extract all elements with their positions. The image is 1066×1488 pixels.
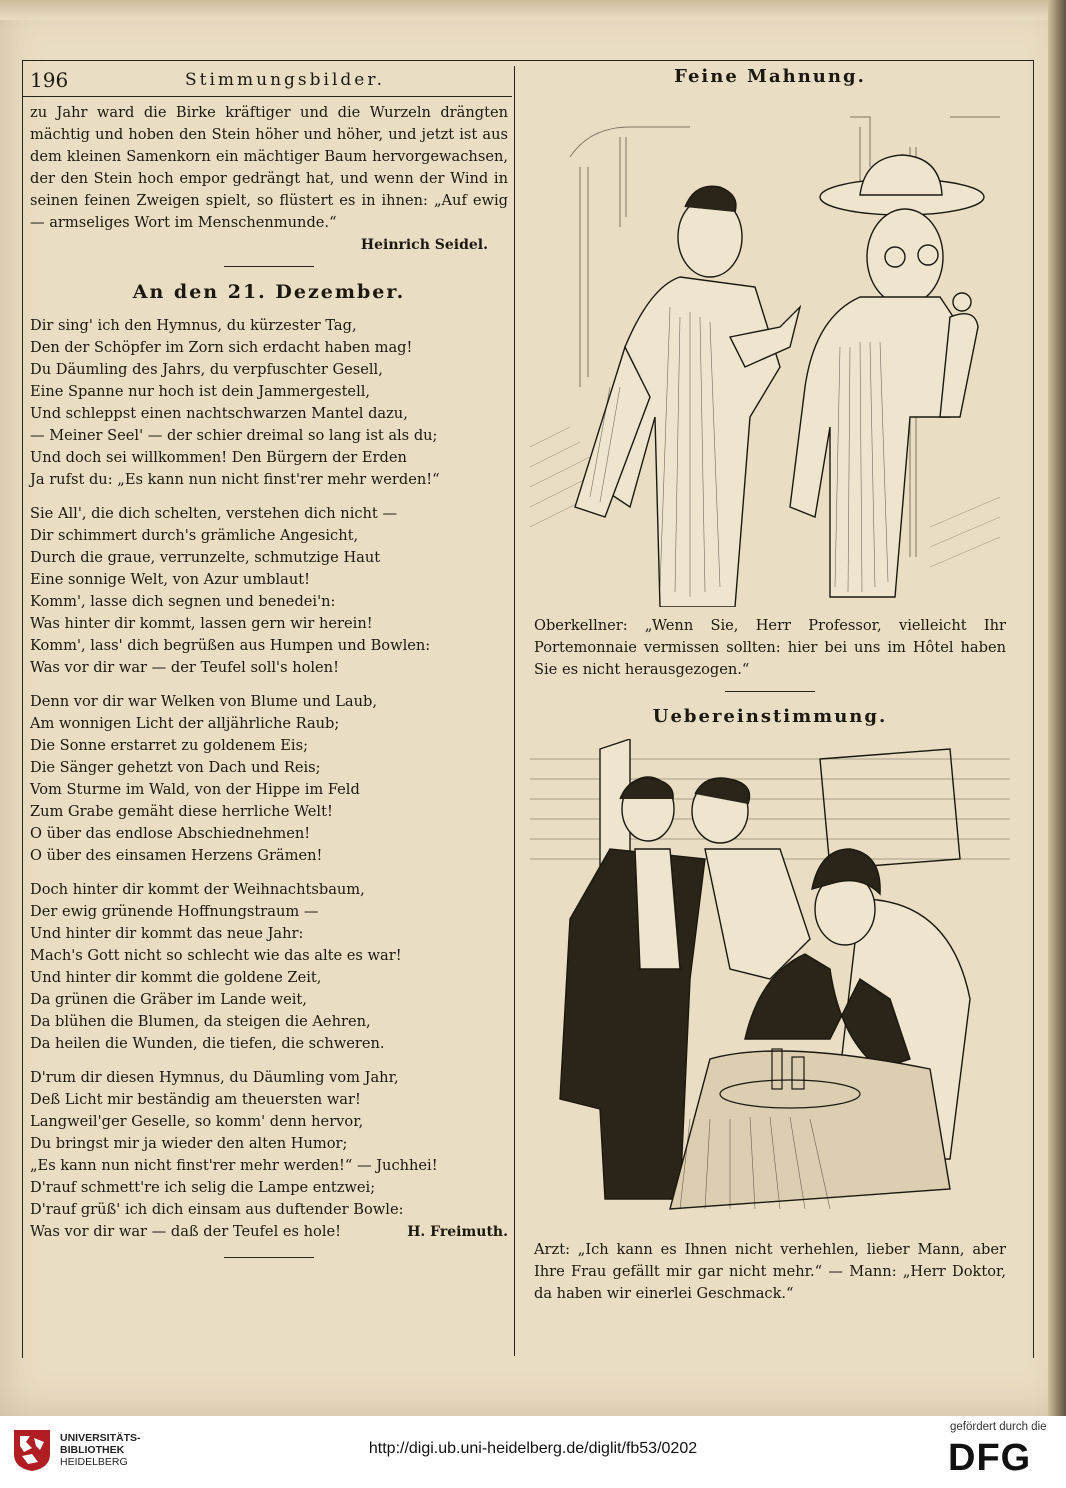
book-binding-edge bbox=[1048, 0, 1066, 1416]
poem-line: Langweil'ger Geselle, so komm' denn hervor, bbox=[30, 1113, 364, 1130]
poem-line: Was vor dir war — daß der Teufel es hole! bbox=[30, 1223, 341, 1240]
frame-top-rule bbox=[22, 60, 1034, 61]
poem-line: Und schleppst einen nachtschwarzen Mantel dazu, bbox=[30, 405, 408, 422]
poem-line: Zum Grabe gemäht diese herrliche Welt! bbox=[30, 803, 333, 820]
section-separator bbox=[224, 266, 314, 267]
poem-line: „Es kann nun nicht finst'rer mehr werden!“ — Juchhei! bbox=[30, 1157, 438, 1174]
poem-line: D'rauf grüß' ich dich einsam aus duftender Bowle: bbox=[30, 1201, 404, 1218]
poem-line: Sie All', die dich schelten, verstehen dich nicht — bbox=[30, 505, 398, 522]
poem-stanza bbox=[30, 315, 508, 491]
left-column bbox=[30, 102, 508, 1258]
institution-line1: UNIVERSITÄTS- bbox=[60, 1432, 141, 1444]
poem-line: Du Däumling des Jahrs, du verpfuschter Gesell, bbox=[30, 361, 383, 378]
poem-stanza bbox=[30, 1067, 508, 1243]
poem-line: O über des einsamen Herzens Grämen! bbox=[30, 847, 323, 864]
poem-signature: H. Freimuth. bbox=[407, 1224, 508, 1240]
cartoon2-caption: Arzt: „Ich kann es Ihnen nicht verhehlen, lieber Mann, aber Ihre Frau gefällt mir gar nicht mehr.“ — Mann: „Herr Doktor, da haben wir einerlei Geschmack.“ bbox=[534, 1241, 1006, 1302]
header-rule bbox=[22, 96, 512, 97]
cartoon1-caption: Oberkellner: „Wenn Sie, Herr Professor, vielleicht Ihr Portemonnaie vermissen sollten: hier bei uns im Hôtel haben Sie es nicht herausgezogen.“ bbox=[534, 617, 1006, 678]
poem-line: Da blühen die Blumen, da steigen die Aehren, bbox=[30, 1013, 371, 1030]
poem-line: Da heilen die Wunden, die tiefen, die schweren. bbox=[30, 1035, 385, 1052]
poem-line: Eine sonnige Welt, von Azur umblaut! bbox=[30, 571, 310, 588]
poem-line: Dir sing' ich den Hymnus, du kürzester Tag, bbox=[30, 317, 357, 334]
running-title: Stimmungsbilder. bbox=[184, 70, 386, 90]
frame-right-rule bbox=[1033, 60, 1034, 1358]
poem-body bbox=[30, 315, 508, 1243]
poem-line: Und hinter dir kommt die goldene Zeit, bbox=[30, 969, 322, 986]
poem-line: — Meiner Seel' — der schier dreimal so lang ist als du; bbox=[30, 427, 438, 444]
poem-line: O über das endlose Abschiednehmen! bbox=[30, 825, 311, 842]
poem-line: Deß Licht mir beständig am theuersten war! bbox=[30, 1091, 361, 1108]
poem-line: Da grünen die Gräber im Lande weit, bbox=[30, 991, 307, 1008]
poem-line: Eine Spanne nur hoch ist dein Jammergestell, bbox=[30, 383, 371, 400]
poem-line: Und doch sei willkommen! Den Bürgern der Erden bbox=[30, 449, 407, 466]
poem-line: Was vor dir war — der Teufel soll's holen! bbox=[30, 659, 339, 676]
poem-line: Der ewig grünende Hoffnungstraum — bbox=[30, 903, 319, 920]
poem-line: Die Sonne erstarret zu goldenem Eis; bbox=[30, 737, 309, 754]
poem-line: Denn vor dir war Welken von Blume und Laub, bbox=[30, 693, 378, 710]
right-separator bbox=[725, 691, 815, 692]
column-divider bbox=[514, 66, 515, 1356]
poem-line: Doch hinter dir kommt der Weihnachtsbaum, bbox=[30, 881, 365, 898]
poem-final-line bbox=[30, 1221, 508, 1243]
poem-line: Komm', lass' dich begrüßen aus Humpen und Bowlen: bbox=[30, 637, 431, 654]
institution-line2: BIBLIOTHEK bbox=[60, 1444, 125, 1456]
poem-line: Am wonnigen Licht der alljährliche Raub; bbox=[30, 715, 340, 732]
poem-line: D'rauf schmett're ich selig die Lampe entzwei; bbox=[30, 1179, 376, 1196]
poem-line: Du bringst mir ja wieder den alten Humor; bbox=[30, 1135, 348, 1152]
poem-stanza bbox=[30, 691, 508, 867]
poem-line: Dir schimmert durch's grämliche Angesicht, bbox=[30, 527, 359, 544]
cartoon2-title: Uebereinstimmung. bbox=[652, 706, 888, 727]
poem-line: Was hinter dir kommt, lassen gern wir herein! bbox=[30, 615, 373, 632]
cartoon1-illustration bbox=[530, 87, 1010, 607]
intro-signature: Heinrich Seidel. bbox=[360, 237, 488, 253]
right-column bbox=[530, 66, 1010, 1305]
poem-line: Mach's Gott nicht so schlecht wie das alte es war! bbox=[30, 947, 402, 964]
poem-stanza bbox=[30, 879, 508, 1055]
poem-line: Vom Sturme im Wald, von der Hippe im Feld bbox=[30, 781, 360, 798]
poem-line: Komm', lasse dich segnen und benedei'n: bbox=[30, 593, 336, 610]
poem-line: Den der Schöpfer im Zorn sich erdacht haben mag! bbox=[30, 339, 413, 356]
poem-line: Ja rufst du: „Es kann nun nicht finst'rer mehr werden!“ bbox=[30, 471, 440, 488]
intro-paragraph: zu Jahr ward die Birke kräftiger und die Wurzeln drängten mächtig und hoben den Stein höher und höher, und jetzt ist aus dem kleinen Samenkorn ein mächtiger Baum hervorgewachsen, der den Stein hoch empor gedrängt hat, und wenn der Wind in seinen feinen Zweigen spielt, so flüstert es in ihnen: „Auf ewig — armseliges Wort im Menschenmunde.“ bbox=[30, 104, 508, 231]
institution-line3: HEIDELBERG bbox=[60, 1456, 128, 1468]
cartoon2-illustration bbox=[530, 739, 1010, 1229]
scan-top-edge bbox=[0, 0, 1066, 20]
page-number: 196 bbox=[30, 68, 69, 92]
funding-label: gefördert durch die bbox=[950, 1421, 1047, 1433]
end-separator bbox=[224, 1257, 314, 1258]
frame-left-rule bbox=[22, 60, 23, 1358]
poem-line: Die Sänger gehetzt von Dach und Reis; bbox=[30, 759, 321, 776]
poem-stanza bbox=[30, 503, 508, 679]
poem-line: Und hinter dir kommt das neue Jahr: bbox=[30, 925, 304, 942]
poem-title: An den 21. Dezember. bbox=[132, 281, 406, 303]
poem-line: Durch die graue, verrunzelte, schmutzige Haut bbox=[30, 549, 381, 566]
poem-line: D'rum dir diesen Hymnus, du Däumling vom Jahr, bbox=[30, 1069, 399, 1086]
permalink-url[interactable]: http://digi.ub.uni-heidelberg.de/diglit/fb53/0202 bbox=[368, 1440, 698, 1457]
dfg-logo: DFG bbox=[948, 1437, 1032, 1479]
cartoon1-title: Feine Mahnung. bbox=[674, 66, 866, 87]
